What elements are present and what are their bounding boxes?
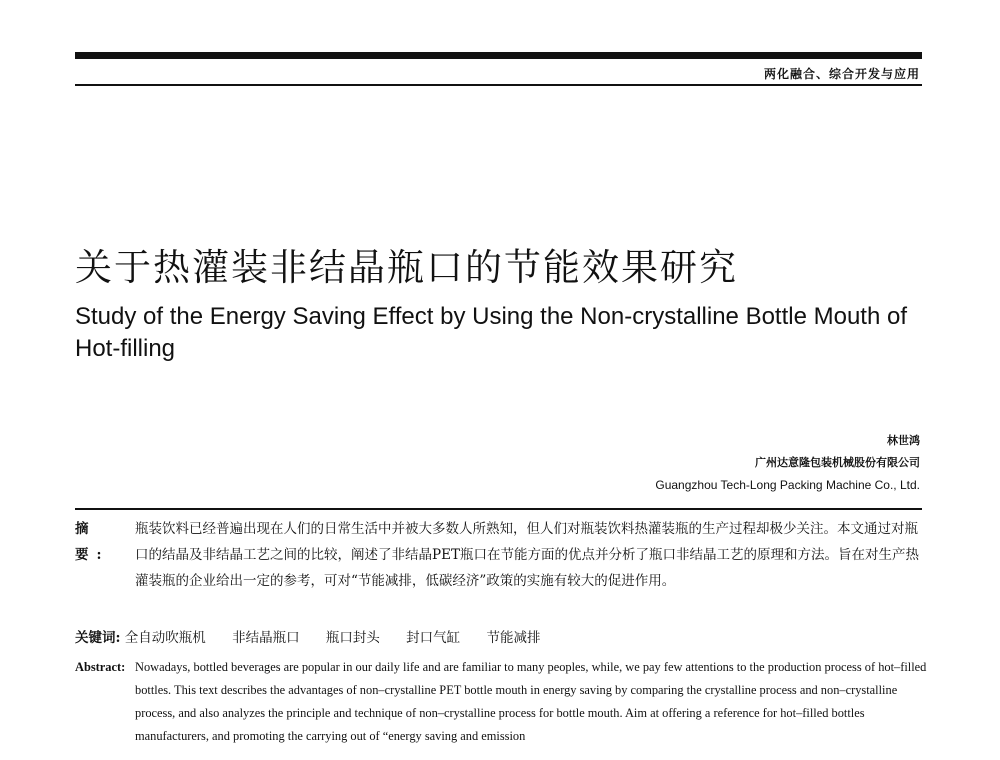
affiliation-chinese: 广州达意隆包装机械股份有限公司 [755, 456, 920, 469]
abstract-english [75, 656, 935, 748]
abstract-chinese-label: 摘 要: [75, 521, 118, 563]
abstract-english-text: Nowadays, bottled beverages are popular in our daily life and are familiar to many peoples, while, we pay few attentions to the production process of hot–filled bottles. This text describes the advantages of non–crystalline PET bottle mouth in energy saving by comparing the crystalline process and non–crystalline process, and also analyzes the principle and technique of non–crystalline process for bottle mouth. Aim at offering a reference for hot–filled bottles manufacturers, and promoting the carrying out of “energy saving and emission [135, 660, 927, 743]
section-label: 两化融合、综合开发与应用 [763, 67, 920, 81]
author-block [655, 430, 920, 496]
top-rule [75, 52, 922, 59]
author-rule [75, 508, 922, 510]
affiliation-english: Guangzhou Tech-Long Packing Machine Co., Ltd. [655, 478, 920, 492]
header-rule [75, 84, 922, 86]
abstract-chinese-text: 瓶装饮料已经普遍出现在人们的日常生活中并被大多数人所熟知，但人们对瓶装饮料热灌装瓶的生产过程却极少关注。本文通过对瓶口的结晶及非结晶工艺之间的比较，阐述了非结晶PET瓶口在节能方面的优点并分析了瓶口非结晶工艺的原理和方法。旨在对生产热灌装瓶的企业给出一定的参考，可对“节能减排，低碳经济”政策的实施有较大的促进作用。 [135, 521, 919, 589]
keyword: 瓶口封头 [325, 630, 380, 646]
keywords [75, 625, 922, 651]
keyword: 全自动吹瓶机 [124, 630, 206, 646]
keywords-label: 关键词: [75, 630, 121, 646]
keyword: 封口气缸 [406, 630, 461, 646]
keyword: 节能减排 [486, 630, 541, 646]
title-english: Study of the Energy Saving Effect by Using the Non-crystalline Bottle Mouth of Hot-filling [75, 303, 907, 362]
keyword: 非结晶瓶口 [232, 630, 300, 646]
abstract-english-label: Abstract: [75, 660, 126, 674]
abstract-chinese [75, 516, 922, 594]
title-chinese: 关于热灌装非结晶瓶口的节能效果研究 [75, 246, 738, 289]
author-name: 林世鸿 [887, 434, 920, 447]
